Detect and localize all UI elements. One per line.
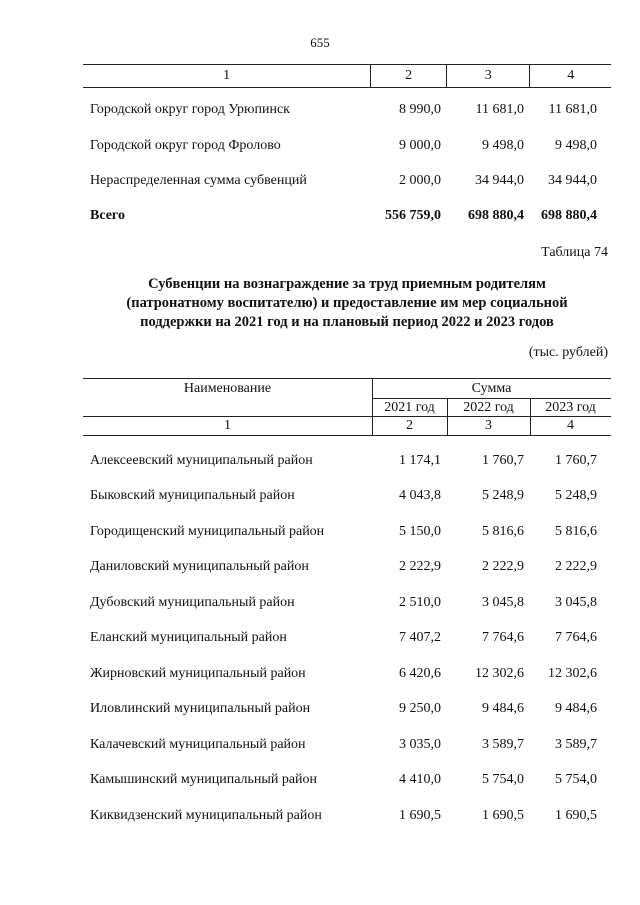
column-number-4: 4 — [567, 418, 574, 433]
value-2023: 3 589,7 — [555, 737, 597, 752]
value-2023: 5 816,6 — [555, 524, 597, 539]
title-line: поддержки на 2021 год и на плановый период 2022 и 2023 годов — [140, 314, 554, 330]
row-name: Камышинский муниципальный район — [90, 772, 318, 787]
table-row — [83, 172, 611, 190]
value-2021: 1 174,1 — [399, 453, 441, 468]
column-number-3: 3 — [446, 65, 530, 87]
header-sum: Сумма — [471, 381, 512, 396]
value-2022: 5 816,6 — [482, 524, 524, 539]
column-divider — [372, 379, 373, 435]
header-year-2023: 2023 год — [545, 400, 596, 415]
row-name: Нераспределенная сумма субвенций — [90, 173, 307, 188]
table-row — [83, 137, 611, 155]
title-line: Субвенции на вознаграждение за труд приемным родителям — [148, 276, 546, 292]
column-number-1: 1 — [223, 68, 231, 83]
value-2022: 1 690,5 — [482, 808, 524, 823]
value-2021: 2 000,0 — [399, 173, 441, 188]
table-row — [83, 736, 611, 754]
value-2021: 2 510,0 — [399, 595, 441, 610]
header-name: Наименование — [183, 381, 272, 396]
subsidy-table — [83, 378, 611, 823]
row-name: Дубовский муниципальный район — [90, 595, 295, 610]
value-2023: 34 944,0 — [548, 173, 597, 188]
row-name: Иловлинский муниципальный район — [90, 701, 311, 716]
row-name: Даниловский муниципальный район — [90, 559, 309, 574]
value-2022: 9 484,6 — [482, 701, 524, 716]
column-number-1: 1 — [224, 418, 231, 433]
total-2023: 698 880,4 — [541, 208, 597, 223]
header-divider — [83, 416, 611, 417]
total-2021: 556 759,0 — [385, 208, 441, 223]
column-divider — [530, 398, 531, 435]
value-2021: 9 000,0 — [399, 138, 441, 153]
column-number-2: 2 — [370, 65, 446, 87]
table-row — [83, 101, 611, 119]
value-2022: 34 944,0 — [475, 173, 524, 188]
row-name: Еланский муниципальный район — [90, 630, 287, 645]
value-2022: 3 589,7 — [482, 737, 524, 752]
value-2021: 1 690,5 — [399, 808, 441, 823]
table-row — [83, 523, 611, 541]
value-2022: 11 681,0 — [475, 102, 524, 117]
total-2022: 698 880,4 — [468, 208, 524, 223]
table-title — [83, 275, 611, 332]
value-2022: 2 222,9 — [482, 559, 524, 574]
header-divider — [372, 398, 611, 399]
title-line: (патронатному воспитателю) и предоставление им мер социальной — [126, 295, 568, 311]
value-2022: 12 302,6 — [475, 666, 524, 681]
value-2022: 1 760,7 — [482, 453, 524, 468]
row-name: Быковский муниципальный район — [90, 488, 295, 503]
value-2023: 1 690,5 — [555, 808, 597, 823]
value-2023: 5 248,9 — [555, 488, 597, 503]
row-name: Городской округ город Урюпинск — [90, 102, 290, 117]
value-2023: 7 764,6 — [555, 630, 597, 645]
value-2023: 3 045,8 — [555, 595, 597, 610]
table-header — [83, 378, 611, 436]
value-2021: 4 410,0 — [399, 772, 441, 787]
row-name: Калачевский муниципальный район — [90, 737, 306, 752]
value-2022: 9 498,0 — [482, 138, 524, 153]
page-number: 655 — [310, 35, 330, 50]
row-name: Киквидзенский муниципальный район — [90, 808, 322, 823]
value-2021: 4 043,8 — [399, 488, 441, 503]
value-2022: 3 045,8 — [482, 595, 524, 610]
table-column-numbers — [83, 64, 611, 88]
column-number-4: 4 — [529, 65, 611, 87]
value-2021: 6 420,6 — [399, 666, 441, 681]
value-2023: 12 302,6 — [548, 666, 597, 681]
value-2021: 8 990,0 — [399, 102, 441, 117]
table-label: Таблица 74 — [541, 245, 608, 260]
total-row — [83, 207, 611, 225]
table-row — [83, 558, 611, 576]
value-2022: 5 248,9 — [482, 488, 524, 503]
column-divider — [447, 398, 448, 435]
value-2023: 11 681,0 — [548, 102, 597, 117]
row-name: Городской округ город Фролово — [90, 138, 281, 153]
value-2021: 9 250,0 — [399, 701, 441, 716]
value-2023: 2 222,9 — [555, 559, 597, 574]
table-row — [83, 700, 611, 718]
table-row — [83, 452, 611, 470]
value-2022: 7 764,6 — [482, 630, 524, 645]
column-number-2: 2 — [406, 418, 413, 433]
value-2023: 9 498,0 — [555, 138, 597, 153]
row-name: Жирновский муниципальный район — [90, 666, 306, 681]
value-2021: 5 150,0 — [399, 524, 441, 539]
value-2022: 5 754,0 — [482, 772, 524, 787]
value-2023: 9 484,6 — [555, 701, 597, 716]
value-2021: 7 407,2 — [399, 630, 441, 645]
table-row — [83, 487, 611, 505]
row-name: Городищенский муниципальный район — [90, 524, 325, 539]
table-row — [83, 629, 611, 647]
value-2021: 2 222,9 — [399, 559, 441, 574]
row-name: Алексеевский муниципальный район — [90, 453, 313, 468]
units-label: (тыс. рублей) — [528, 345, 608, 360]
header-year-2021: 2021 год — [384, 400, 435, 415]
total-label: Всего — [90, 208, 125, 223]
value-2021: 3 035,0 — [399, 737, 441, 752]
column-number-3: 3 — [485, 418, 492, 433]
value-2023: 5 754,0 — [555, 772, 597, 787]
header-year-2022: 2022 год — [463, 400, 514, 415]
table-row — [83, 771, 611, 789]
table-row — [83, 665, 611, 683]
table-row — [83, 807, 611, 825]
table-row — [83, 594, 611, 612]
continuation-table — [83, 64, 611, 223]
value-2023: 1 760,7 — [555, 453, 597, 468]
